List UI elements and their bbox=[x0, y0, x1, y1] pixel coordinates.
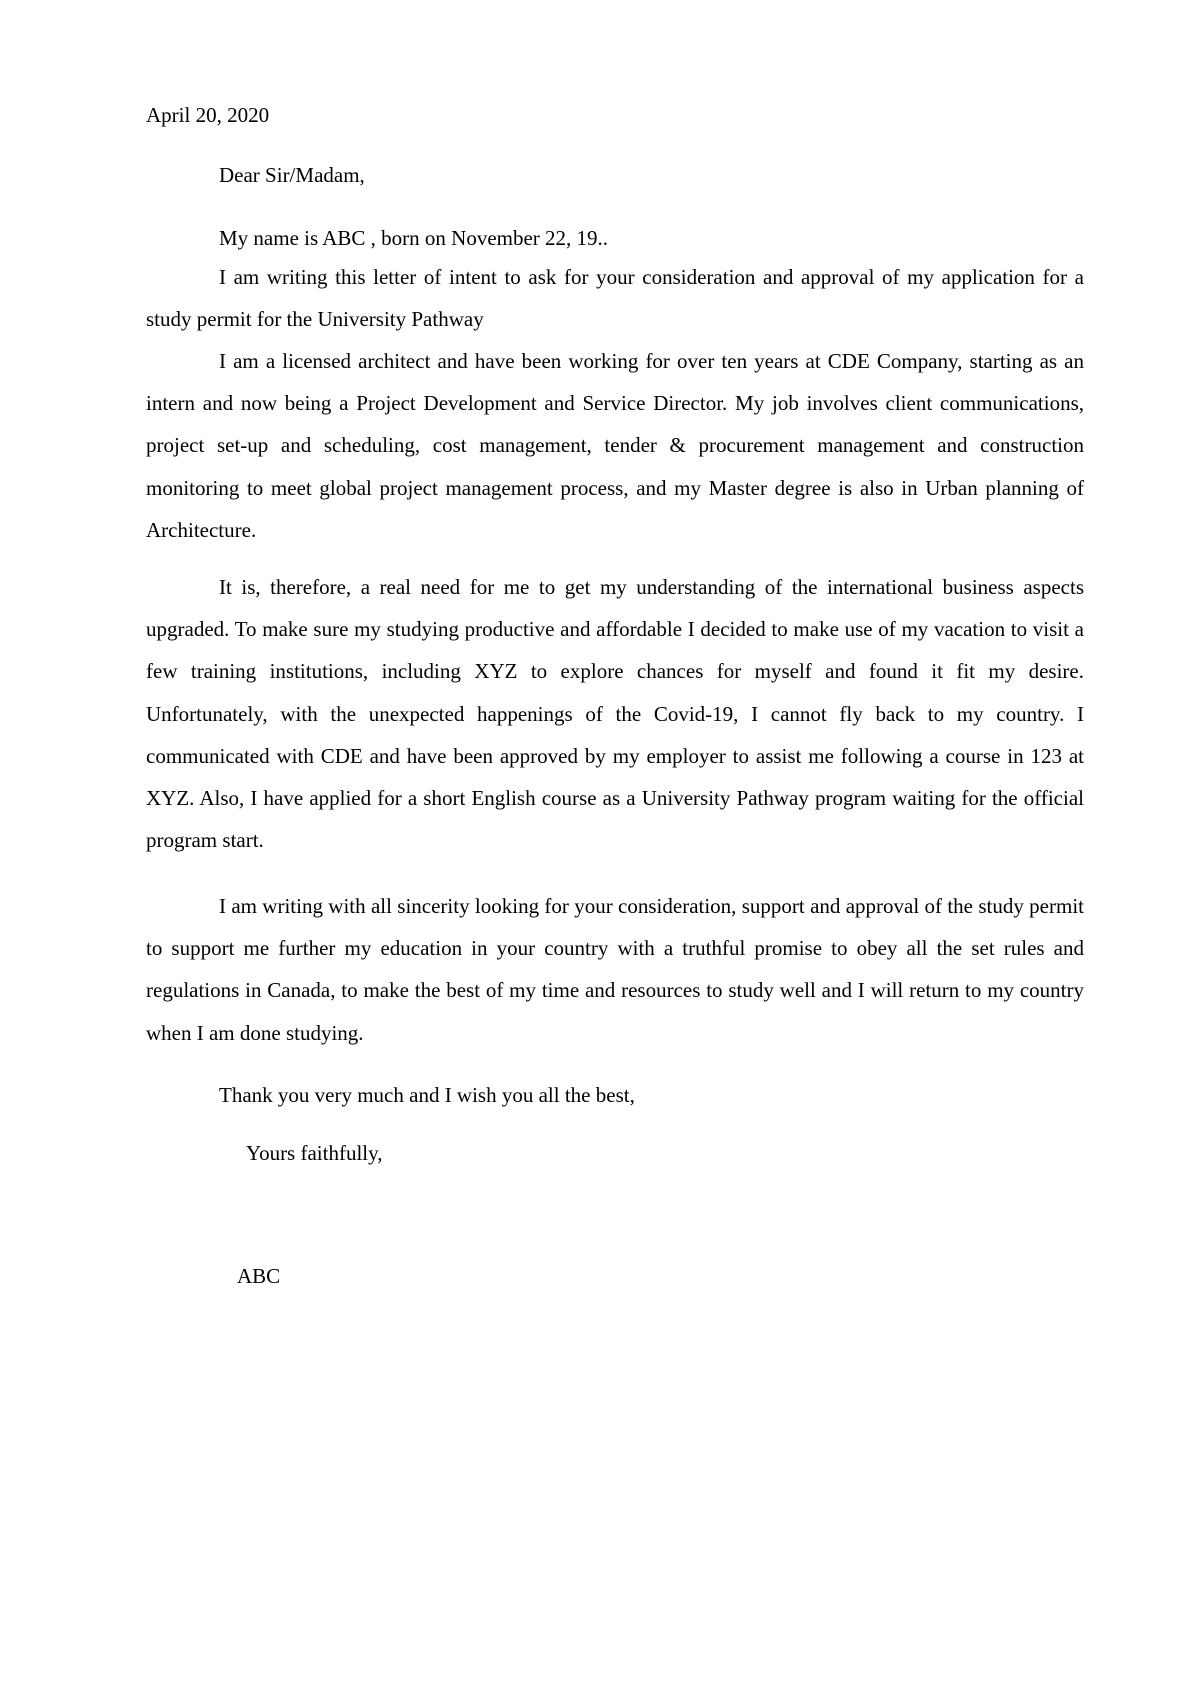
thanks-line: Thank you very much and I wish you all the best, bbox=[219, 1083, 635, 1107]
paragraph-intent: I am writing this letter of intent to ask for your consideration and approval of my application for a study permit for the University Pathway bbox=[146, 265, 1084, 332]
paragraph-background: I am a licensed architect and have been working for over ten years at CDE Company, starting as an intern and now being a Project Development and Service Director. My job involves client communications, project set-up and scheduling, cost management, tender & procurement management and construction monitoring to meet global project management process, and my Master degree is also in Urban planning of Architecture. bbox=[146, 349, 1084, 542]
signature-name: ABC bbox=[237, 1264, 281, 1288]
letter-date: April 20, 2020 bbox=[146, 103, 270, 127]
closing-line: Yours faithfully, bbox=[246, 1141, 383, 1165]
paragraph-promise: I am writing with all sincerity looking for your consideration, support and approval of the study permit to support me further my education in your country with a truthful promise to obey all the set rules and regulations in Canada, to make the best of my time and resources to study well and I will return to my country when I am done studying. bbox=[146, 894, 1084, 1045]
intro-line: My name is ABC , born on November 22, 19.. bbox=[219, 226, 609, 250]
salutation: Dear Sir/Madam, bbox=[219, 163, 365, 187]
paragraph-reason: It is, therefore, a real need for me to get my understanding of the international business aspects upgraded. To make sure my studying productive and affordable I decided to make use of my vacation to visit a few training institutions, including XYZ to explore chances for myself and found it fit my desire. Unfortunately, with the unexpected happenings of the Covid-19, I cannot fly back to my country. I communicated with CDE and have been approved by my employer to assist me following a course in 123 at XYZ. Also, I have applied for a short English course as a University Pathway program waiting for the official program start. bbox=[146, 575, 1084, 853]
